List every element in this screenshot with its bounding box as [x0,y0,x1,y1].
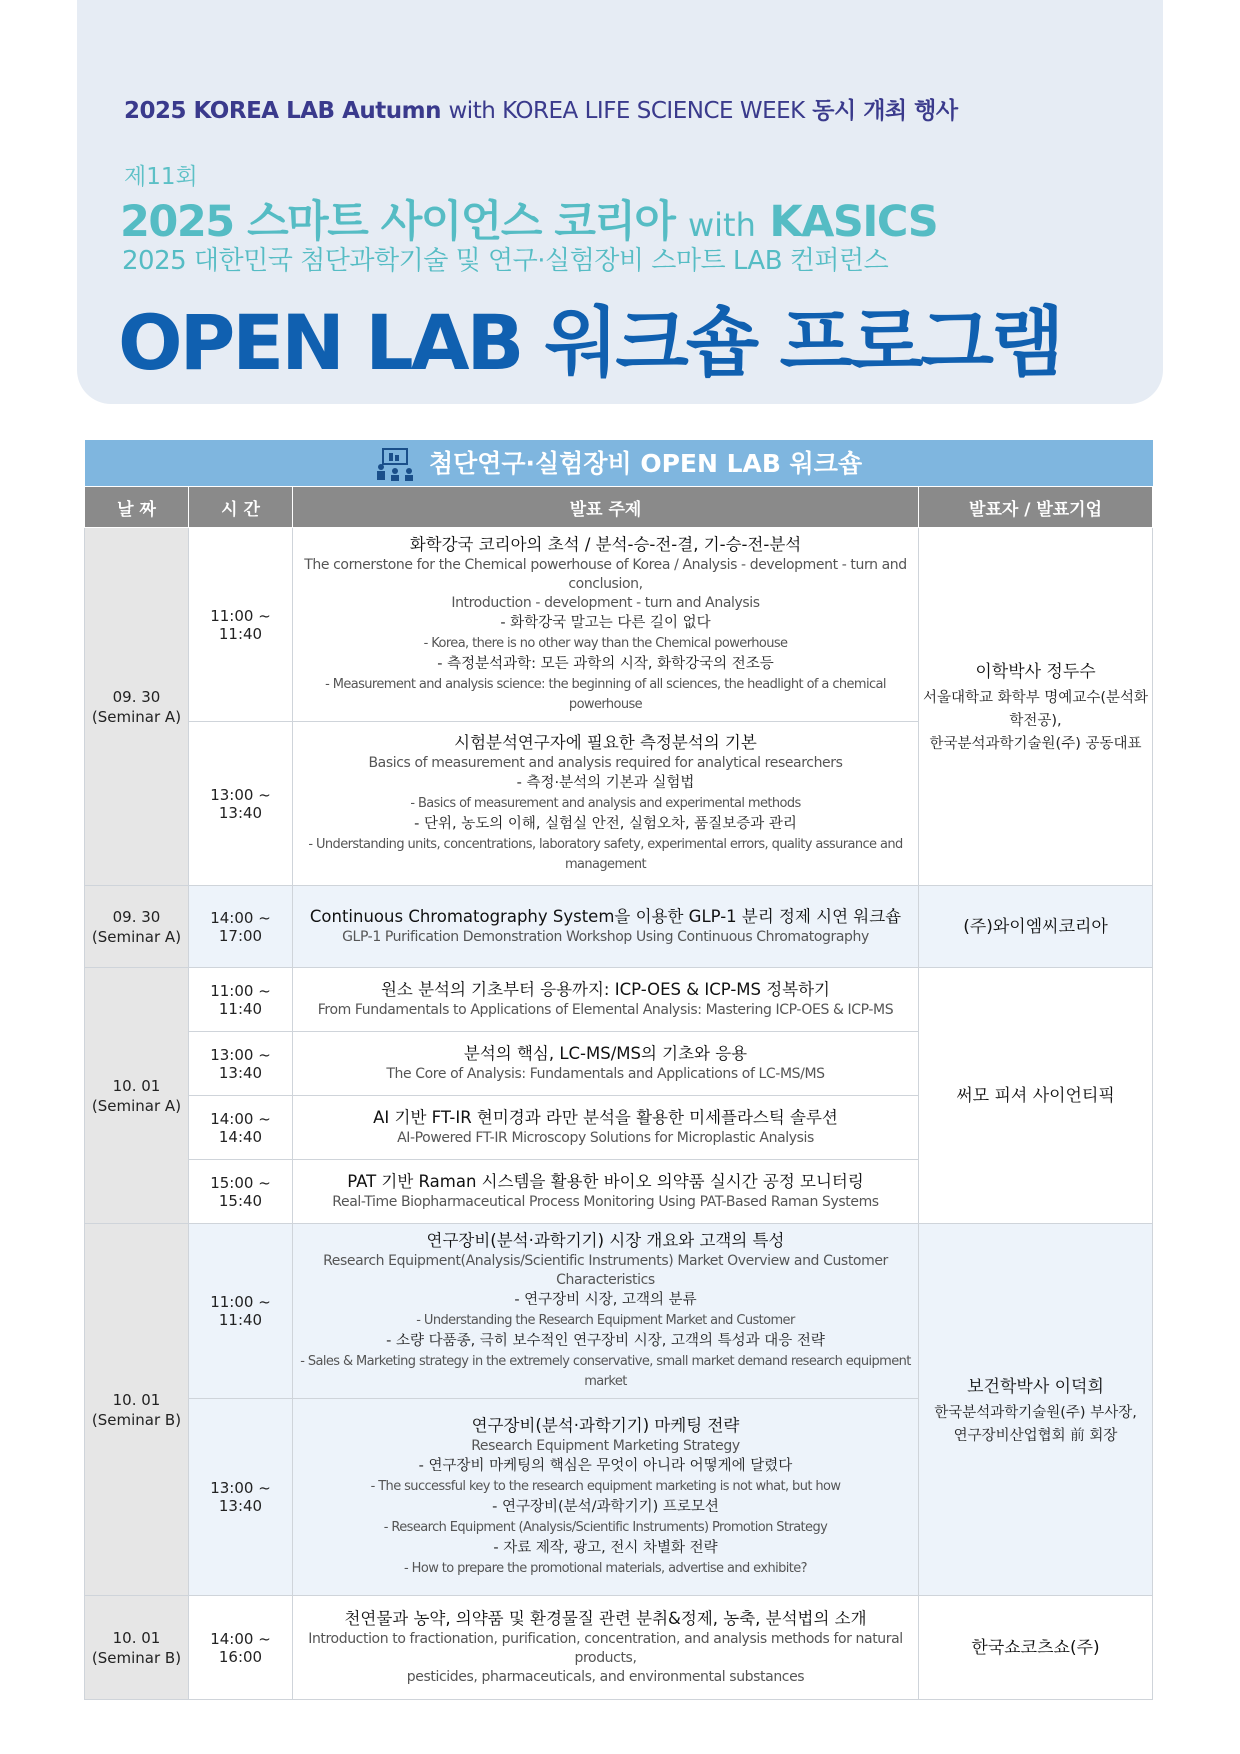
date-text: 09. 30 [112,687,161,706]
topic-bullet-en: - Korea, there is no other way than the Chemical powerhouse [423,636,788,651]
topic-title: 화학강국 코리아의 초석 / 분석-승-전-결, 기-승-전-분석 [409,535,802,554]
topic-cell [293,1596,919,1700]
table-banner-text: 첨단연구·실험장비 OPEN LAB 워크숍 [428,448,863,478]
co-event-bold: 2025 KOREA LAB Autumn [124,98,441,124]
topic-bullet-en: - Measurement and analysis science: the beginning of all sciences, the headlight of a chemical powerhouse [325,677,886,712]
table-banner-row [85,440,1153,487]
topic-bullet: - 연구장비(분석/과학기기) 프로모션 [492,1499,719,1515]
topic-bullet: - 측정·분석의 기본과 실험법 [516,775,695,791]
topic-bullet: - 연구장비 시장, 고객의 분류 [514,1292,697,1308]
time-cell: 11:00 ~ 11:40 [189,1224,293,1399]
topic-title: 천연물과 농약, 의약품 및 환경물질 관련 분취&정제, 농축, 분석법의 소개 [344,1609,867,1628]
table-row [85,1224,1153,1399]
date-cell [85,968,189,1224]
topic-title-en: AI-Powered FT-IR Microscopy Solutions for Microplastic Analysis [397,1130,814,1146]
topic-cell [293,886,919,968]
table-row [85,528,1153,722]
time-cell: 13:00 ~ 13:40 [189,722,293,886]
topic-title-en: Research Equipment(Analysis/Scientific Instruments) Market Overview and Customer Characteristics [323,1253,888,1288]
topic-bullet: - 연구장비 마케팅의 핵심은 무엇이 아니라 어떻게에 달렸다 [418,1458,793,1474]
topic-title-en: Introduction - development - turn and Analysis [451,595,760,611]
topic-cell [293,1160,919,1224]
topic-title: 시험분석연구자에 필요한 측정분석의 기본 [454,733,757,752]
time-cell: 14:00 ~ 16:00 [189,1596,293,1700]
table-row [85,1596,1153,1700]
topic-cell [293,1032,919,1096]
time-cell: 13:00 ~ 13:40 [189,1032,293,1096]
topic-bullet-en: - Research Equipment (Analysis/Scientific Instruments) Promotion Strategy [383,1520,828,1535]
topic-title: 원소 분석의 기초부터 응용까지: ICP-OES & ICP-MS 정복하기 [380,980,830,999]
time-cell: 13:00 ~ 13:40 [189,1399,293,1596]
seminar-text: (Seminar A) [91,1096,182,1115]
topic-bullet-en: - Understanding units, concentrations, laboratory safety, experimental errors, quality assurance and management [308,837,903,872]
topic-title-en: Real-Time Biopharmaceutical Process Monitoring Using PAT-Based Raman Systems [332,1194,879,1210]
conference-title-main: 2025 스마트 사이언스 코리아 [120,197,675,247]
topic-title-en: The cornerstone for the Chemical powerhouse of Korea / Analysis - development - turn and conclusion, [304,557,907,592]
seminar-text: (Seminar B) [91,1410,182,1429]
speaker-name: 보건학박사 이덕희 [967,1376,1104,1397]
topic-title: 분석의 핵심, LC-MS/MS의 기초와 응용 [463,1044,748,1063]
speaker-affiliation: 연구장비산업협회 前 회장 [953,1427,1118,1444]
co-event-line [124,92,958,125]
time-cell: 15:00 ~ 15:40 [189,1160,293,1224]
program-table [84,440,1153,1700]
speaker-affiliation: 한국분석과학기술원(주) 공동대표 [929,736,1142,752]
topic-title-en: The Core of Analysis: Fundamentals and Applications of LC-MS/MS [386,1066,825,1082]
topic-title-en: Research Equipment Marketing Strategy [471,1438,740,1454]
time-cell: 14:00 ~ 17:00 [189,886,293,968]
speaker-cell [919,968,1153,1224]
topic-title: AI 기반 FT-IR 현미경과 라만 분석을 활용한 미세플라스틱 솔루션 [373,1108,838,1127]
topic-cell [293,968,919,1032]
topic-title-en: Basics of measurement and analysis required for analytical researchers [368,755,843,771]
topic-title: 연구장비(분석·과학기기) 시장 개요와 고객의 특성 [426,1231,785,1250]
topic-cell [293,1096,919,1160]
speaker-cell [919,886,1153,968]
speaker-name: 이학박사 정두수 [975,662,1096,682]
speaker-cell [919,1224,1153,1596]
time-cell: 14:00 ~ 14:40 [189,1096,293,1160]
topic-title: PAT 기반 Raman 시스템을 활용한 바이오 의약품 실시간 공정 모니터링 [347,1172,864,1191]
topic-bullet: - 자료 제작, 광고, 전시 차별화 전략 [493,1540,718,1556]
speaker-name: (주)와이엠씨코리아 [963,916,1108,937]
seminar-text: (Seminar B) [91,1648,182,1667]
date-cell [85,1224,189,1596]
time-cell: 11:00 ~ 11:40 [189,528,293,722]
seminar-text: (Seminar A) [91,927,182,946]
speaker-cell [919,1596,1153,1700]
topic-title: 연구장비(분석·과학기기) 마케팅 전략 [471,1416,740,1435]
speaker-name: 한국쇼코츠쇼(주) [971,1637,1100,1658]
seminar-text: (Seminar A) [91,707,182,726]
conference-subtitle: 2025 대한민국 첨단과학기술 및 연구·실험장비 스마트 LAB 컨퍼런스 [122,246,889,276]
topic-bullet: - 측정분석과학: 모든 과학의 시작, 화학강국의 전조등 [437,656,774,672]
topic-bullet-en: - Understanding the Research Equipment Market and Customer [416,1313,795,1328]
table-header-row [85,487,1153,528]
topic-title-en: Introduction to fractionation, purification, concentration, and analysis methods for natural products, [308,1631,903,1666]
topic-bullet-en: - The successful key to the research equipment marketing is not what, but how [370,1479,841,1494]
speaker-name: 써모 피셔 사이언티픽 [956,1085,1115,1106]
topic-title-en: pesticides, pharmaceuticals, and environmental substances [406,1669,805,1685]
topic-bullet: - 소량 다품종, 극히 보수적인 연구장비 시장, 고객의 특성과 대응 전략 [386,1333,825,1349]
topic-bullet: - 단위, 농도의 이해, 실험실 안전, 실험오차, 품질보증과 관리 [414,816,797,832]
conference-title-with: with [687,206,756,244]
topic-cell [293,722,919,886]
topic-bullet-en: - How to prepare the promotional materials, advertise and exhibite? [404,1561,807,1576]
time-cell: 11:00 ~ 11:40 [189,968,293,1032]
conference-title-kasics: KASICS [769,197,938,247]
topic-bullet-en: - Sales & Marketing strategy in the extremely conservative, small market demand research equipment market [300,1354,911,1389]
col-header-time: 시 간 [189,487,293,528]
speaker-cell [919,528,1153,886]
date-cell [85,886,189,968]
col-header-speaker: 발표자 / 발표기업 [919,487,1153,528]
speaker-affiliation: 서울대학교 화학부 명예교수(분석화학전공), [923,690,1149,729]
topic-cell [293,1224,919,1399]
date-text: 10. 01 [112,1628,161,1647]
topic-title-en: From Fundamentals to Applications of Elemental Analysis: Mastering ICP-OES & ICP-MS [317,1002,894,1018]
co-event-tail: 동시 개최 행사 [812,98,958,124]
date-text: 09. 30 [112,907,161,926]
table-row [85,968,1153,1032]
co-event-light: with KOREA LIFE SCIENCE WEEK [448,98,805,124]
page-title: OPEN LAB 워크숍 프로그램 [118,298,1062,387]
table-row [85,886,1153,968]
speaker-affiliation: 한국분석과학기술원(주) 부사장, [934,1404,1137,1421]
topic-cell [293,1399,919,1596]
table-banner [85,440,1153,487]
col-header-date: 날 짜 [85,487,189,528]
edition-label: 제11회 [124,164,198,190]
date-cell [85,1596,189,1700]
topic-cell [293,528,919,722]
topic-bullet: - 화학강국 말고는 다른 길이 없다 [500,615,711,631]
date-text: 10. 01 [112,1076,161,1095]
topic-bullet-en: - Basics of measurement and analysis and experimental methods [410,796,801,811]
topic-title: Continuous Chromatography System을 이용한 GLP-1 분리 정제 시연 워크숍 [309,907,902,926]
topic-title-en: GLP-1 Purification Demonstration Workshop Using Continuous Chromatography [342,929,869,945]
date-text: 10. 01 [112,1390,161,1409]
date-cell [85,528,189,886]
workshop-icon [375,447,415,483]
col-header-topic: 발표 주제 [293,487,919,528]
